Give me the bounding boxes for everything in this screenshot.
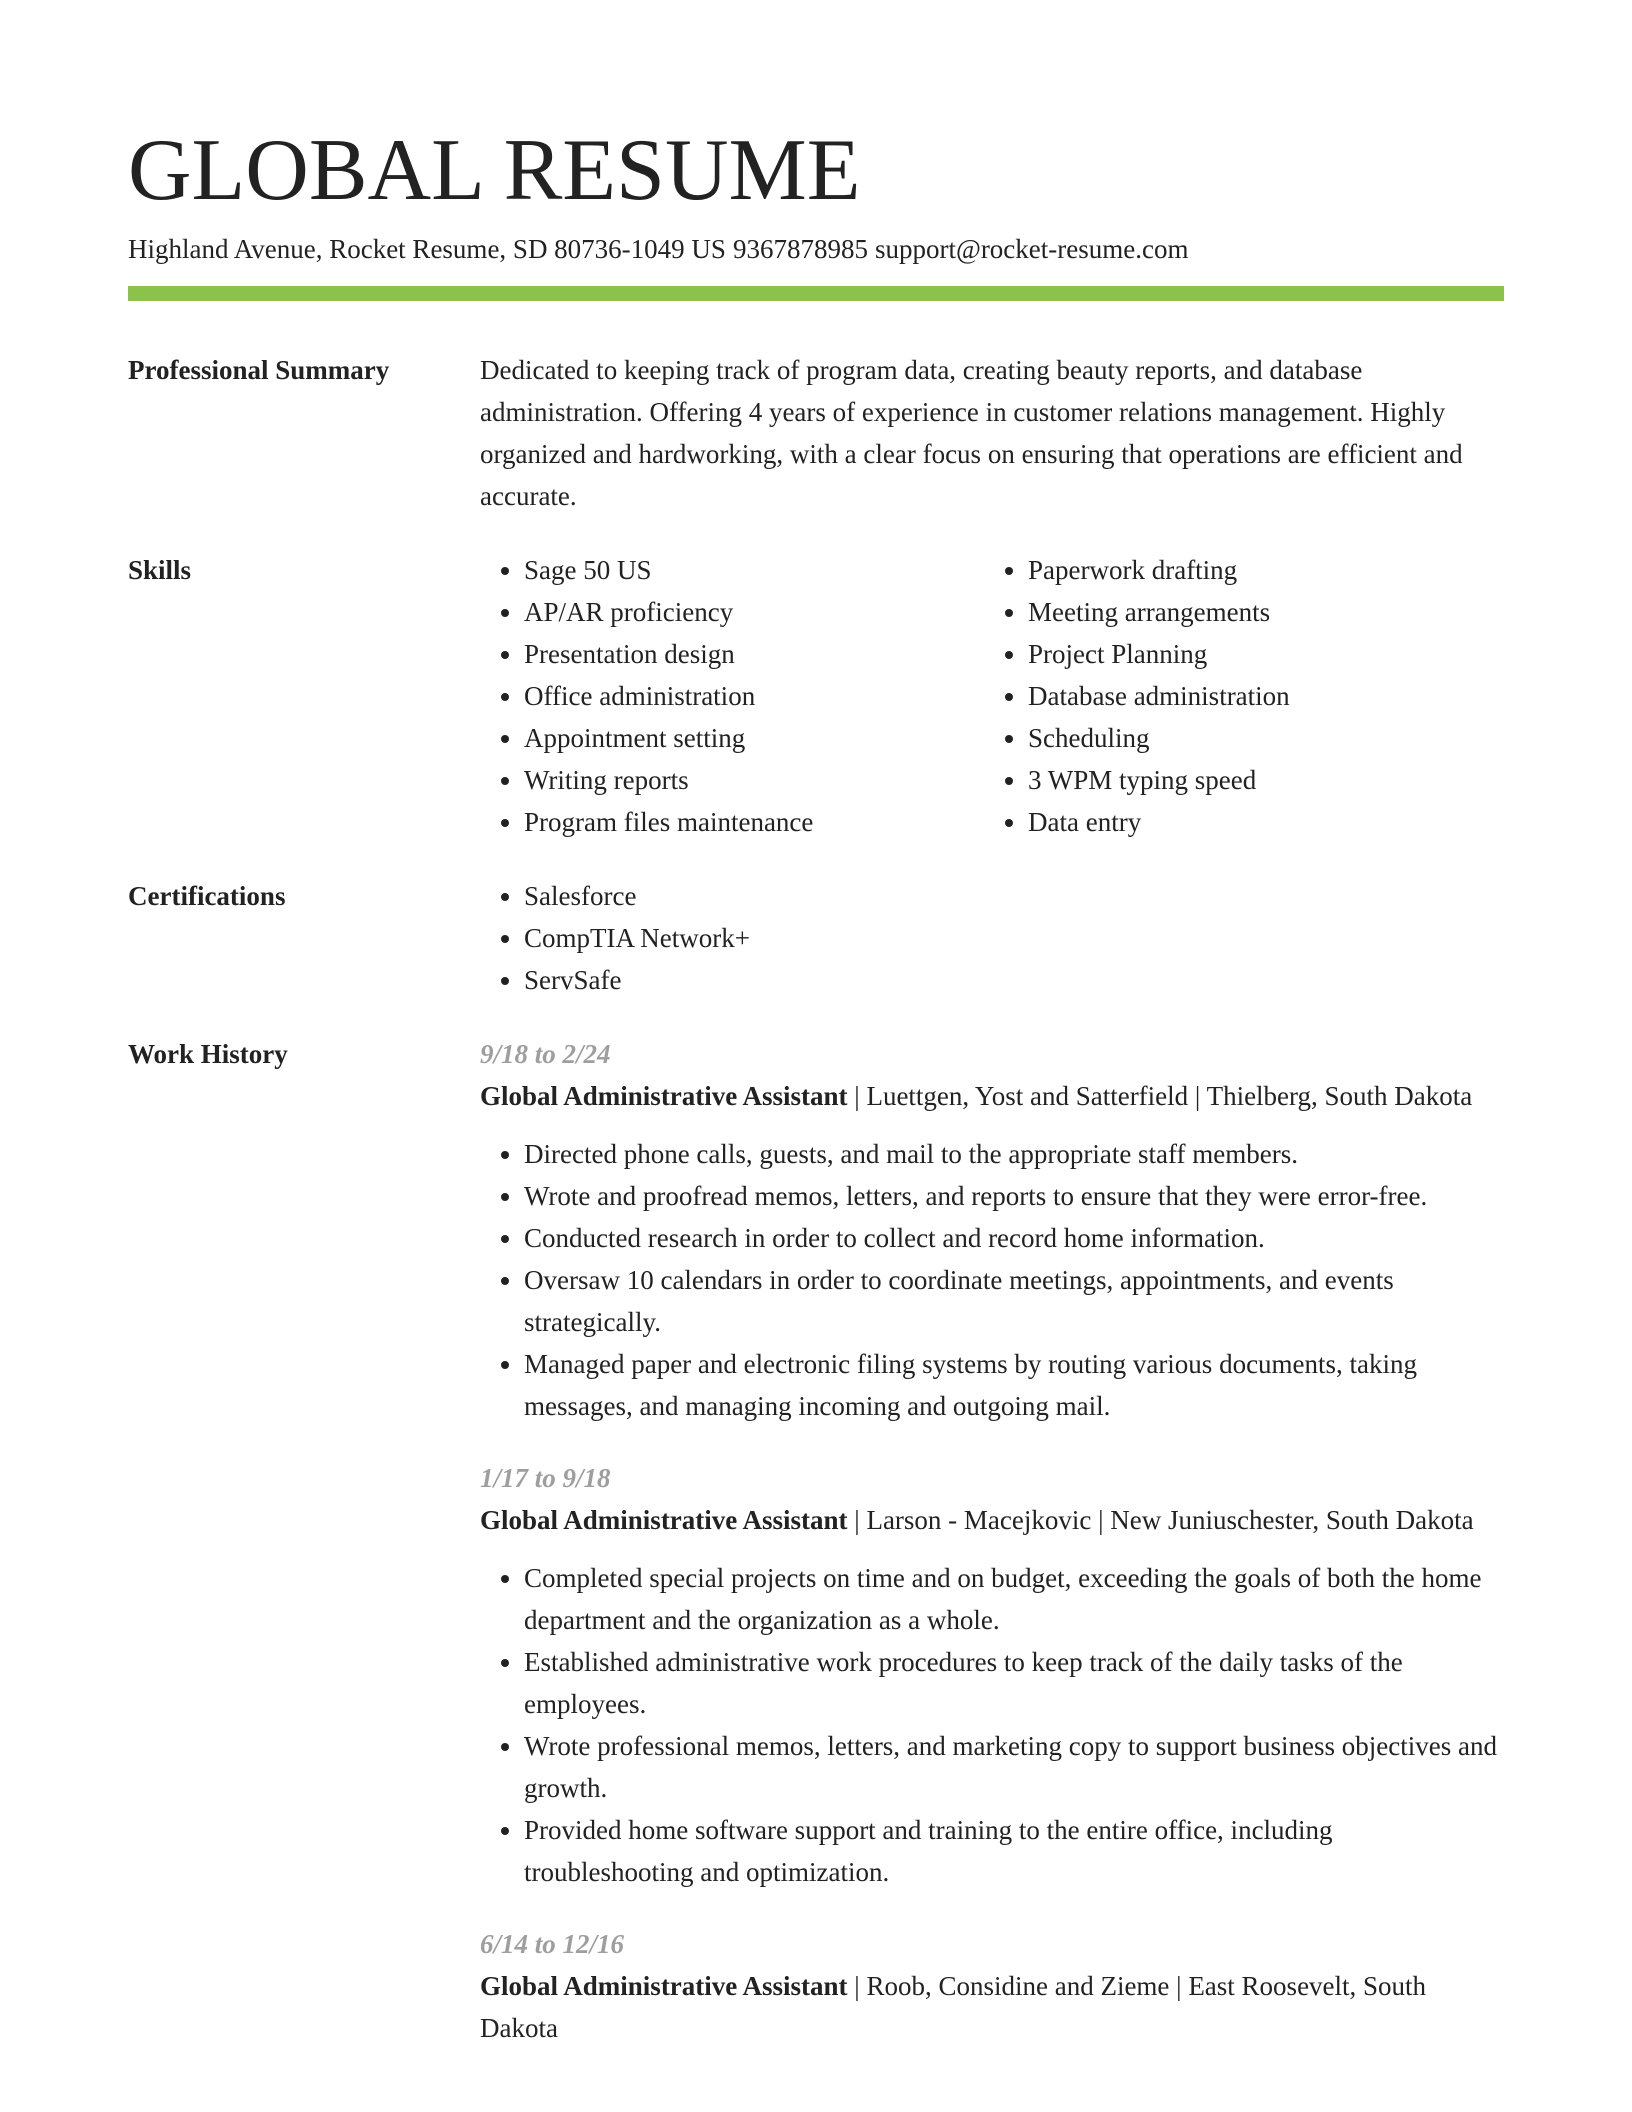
skill-item: • Presentation design xyxy=(524,633,984,675)
skill-item: • Office administration xyxy=(524,675,984,717)
summary-label: Professional Summary xyxy=(128,355,390,385)
job-dates: 9/18 to 2/24 xyxy=(480,1039,611,1069)
certification-item: • CompTIA Network+ xyxy=(524,917,1504,959)
job-heading xyxy=(480,1965,1504,2049)
job-bullets xyxy=(480,1557,1504,1893)
job-bullet: • Managed paper and electronic filing systems by routing various documents, taking messages, and managing incoming and outgoing mail. xyxy=(524,1343,1504,1427)
skill-item: • Paperwork drafting xyxy=(1028,549,1488,591)
skill-item: • 3 WPM typing speed xyxy=(1028,759,1488,801)
job-bullet: • Established administrative work procedures to keep track of the daily tasks of the employees. xyxy=(524,1641,1504,1725)
job-details: | Larson - Macejkovic | New Juniuschester, South Dakota xyxy=(847,1505,1474,1535)
certification-item: • Salesforce xyxy=(524,875,1504,917)
contact-email: support@rocket-resume.com xyxy=(874,234,1189,264)
job-details: | Luettgen, Yost and Satterfield | Thielberg, South Dakota xyxy=(847,1081,1473,1111)
job-bullet: • Provided home software support and training to the entire office, including troubleshooting and optimization. xyxy=(524,1809,1504,1893)
job-entry xyxy=(480,1457,1504,1893)
job-bullet: • Conducted research in order to collect and record home information. xyxy=(524,1217,1504,1259)
job-entry xyxy=(480,1923,1504,2049)
skill-item: • Program files maintenance xyxy=(524,801,984,843)
skill-item: • Appointment setting xyxy=(524,717,984,759)
header-divider xyxy=(128,286,1504,301)
job-bullet: • Oversaw 10 calendars in order to coordinate meetings, appointments, and events strategically. xyxy=(524,1259,1504,1343)
job-details: | Roob, Considine and Zieme | East Roosevelt, South Dakota xyxy=(480,1971,1427,2043)
skill-item: • Database administration xyxy=(1028,675,1488,717)
job-dates: 1/17 to 9/18 xyxy=(480,1463,611,1493)
certifications-label: Certifications xyxy=(128,881,286,911)
skills-label: Skills xyxy=(128,555,192,585)
certification-item: • ServSafe xyxy=(524,959,1504,1001)
job-title: Global Administrative Assistant xyxy=(480,1971,848,2001)
skills-list-left xyxy=(480,549,984,843)
job-bullet: • Wrote professional memos, letters, and marketing copy to support business objectives and growth. xyxy=(524,1725,1504,1809)
job-heading xyxy=(480,1499,1504,1541)
job-bullet: • Directed phone calls, guests, and mail to the appropriate staff members. xyxy=(524,1133,1504,1175)
job-entry xyxy=(480,1033,1504,1427)
skill-item: • AP/AR proficiency xyxy=(524,591,984,633)
contact-phone: 9367878985 xyxy=(732,234,868,264)
skill-item: • Sage 50 US xyxy=(524,549,984,591)
job-dates: 6/14 to 12/16 xyxy=(480,1929,625,1959)
contact-address: Highland Avenue, Rocket Resume, SD 80736-1049 US xyxy=(128,234,726,264)
job-title: Global Administrative Assistant xyxy=(480,1505,848,1535)
skill-item: • Project Planning xyxy=(1028,633,1488,675)
job-bullet: • Wrote and proofread memos, letters, and reports to ensure that they were error-free. xyxy=(524,1175,1504,1217)
summary-text: Dedicated to keeping track of program data, creating beauty reports, and database administration. Offering 4 years of experience in customer relations management. Highly organized and hardworking, with a clear focus on ensuring that operations are efficient and accurate. xyxy=(480,355,1463,511)
skills-list-right xyxy=(984,549,1488,843)
job-heading xyxy=(480,1075,1504,1117)
contact-line xyxy=(128,232,1195,266)
skill-item: • Meeting arrangements xyxy=(1028,591,1488,633)
job-bullet: • Completed special projects on time and on budget, exceeding the goals of both the home department and the organization as a whole. xyxy=(524,1557,1504,1641)
job-bullets xyxy=(480,1133,1504,1427)
resume-name: GLOBAL RESUME xyxy=(128,122,861,219)
job-title: Global Administrative Assistant xyxy=(480,1081,848,1111)
skill-item: • Scheduling xyxy=(1028,717,1488,759)
skill-item: • Data entry xyxy=(1028,801,1488,843)
skill-item: • Writing reports xyxy=(524,759,984,801)
certifications-list xyxy=(480,875,1504,1001)
work-history-label: Work History xyxy=(128,1039,288,1069)
